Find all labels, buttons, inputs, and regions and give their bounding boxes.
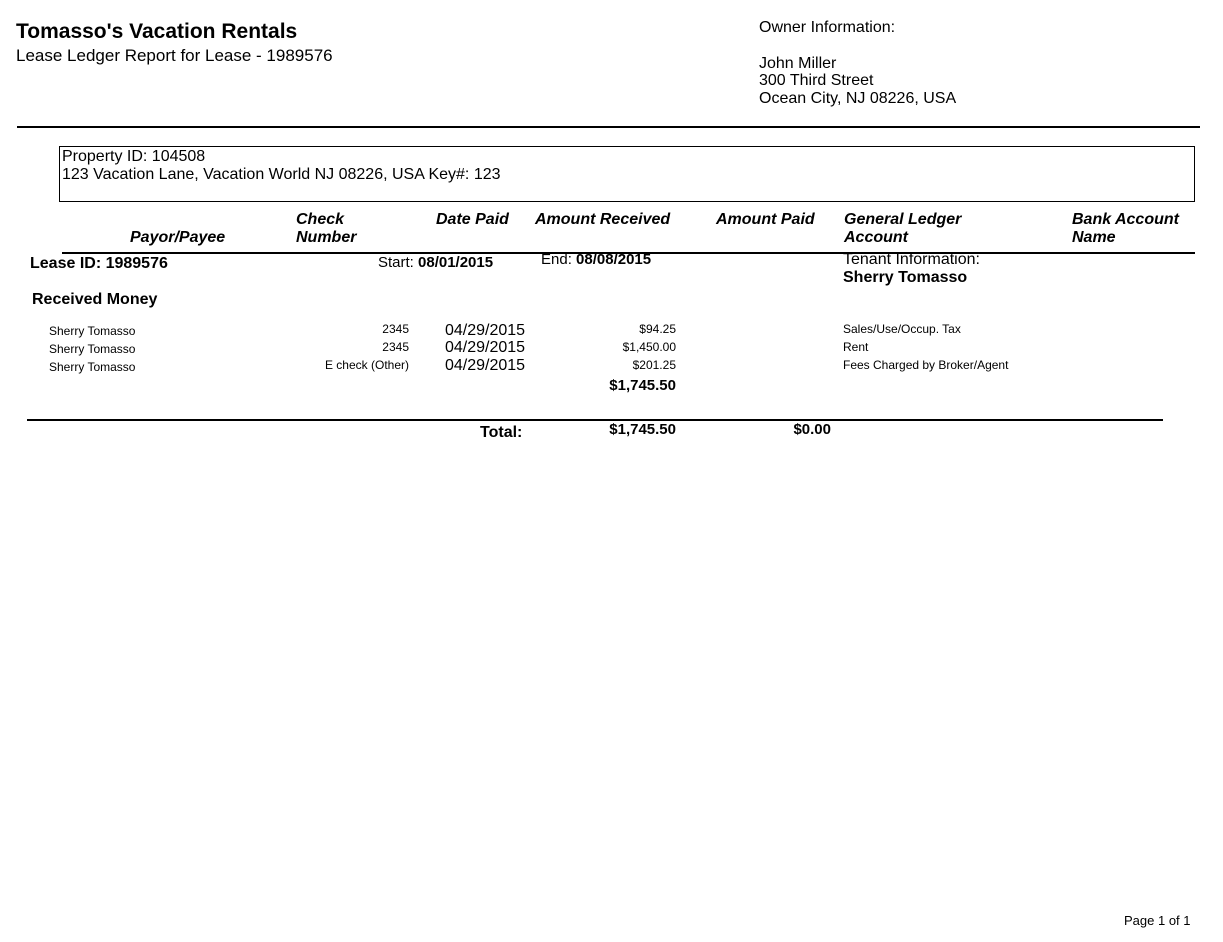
header-divider xyxy=(17,126,1200,128)
row-date-paid: 04/29/2015 xyxy=(445,339,526,356)
row-amount-received: $94.25 xyxy=(639,322,676,336)
total-label: Total: xyxy=(480,424,523,441)
col-payor-payee: Payor/Payee xyxy=(130,229,226,246)
lease-start-label: Start: xyxy=(378,254,419,271)
lease-end-date: 08/08/2015 xyxy=(576,251,652,268)
lease-end xyxy=(541,251,651,268)
row-gl-account: Fees Charged by Broker/Agent xyxy=(843,358,1009,372)
row-payor: Sherry Tomasso xyxy=(49,342,136,356)
row-gl-account: Sales/Use/Occup. Tax xyxy=(843,322,961,336)
row-date-paid: 04/29/2015 xyxy=(445,357,526,374)
row-gl-account: Rent xyxy=(843,340,869,354)
row-amount-received: $1,450.00 xyxy=(622,340,676,354)
total-amount-paid: $0.00 xyxy=(793,421,831,438)
property-address: 123 Vacation Lane, Vacation World NJ 08226, USA Key#: 123 xyxy=(62,166,501,183)
lease-start xyxy=(378,254,493,271)
row-check-number: 2345 xyxy=(382,322,409,336)
received-money-heading: Received Money xyxy=(32,291,158,308)
owner-info-label: Owner Information: xyxy=(759,19,896,36)
report-title: Lease Ledger Report for Lease - 1989576 xyxy=(16,46,333,65)
company-name: Tomasso's Vacation Rentals xyxy=(16,20,298,43)
col-bank-account-2: Name xyxy=(1072,229,1116,246)
row-check-number: E check (Other) xyxy=(324,358,409,372)
row-amount-received: $201.25 xyxy=(632,358,676,372)
col-amount-paid: Amount Paid xyxy=(716,211,815,228)
received-subtotal: $1,745.50 xyxy=(609,377,676,394)
property-id: Property ID: 104508 xyxy=(62,148,206,165)
lease-id: Lease ID: 1989576 xyxy=(30,255,168,272)
owner-city: Ocean City, NJ 08226, USA xyxy=(759,90,957,107)
tenant-info-label: Tenant Information: xyxy=(843,251,980,268)
tenant-name: Sherry Tomasso xyxy=(843,269,968,286)
owner-name: John Miller xyxy=(759,55,837,72)
total-amount-received: $1,745.50 xyxy=(609,421,676,438)
col-gl-account-2: Account xyxy=(844,229,908,246)
owner-street: 300 Third Street xyxy=(759,72,874,89)
col-check-number-1: Check xyxy=(296,211,345,228)
col-amount-received: Amount Received xyxy=(535,211,671,228)
row-check-number: 2345 xyxy=(382,340,409,354)
row-payor: Sherry Tomasso xyxy=(49,360,136,374)
lease-start-date: 08/01/2015 xyxy=(418,254,494,271)
col-bank-account-1: Bank Account xyxy=(1072,211,1179,228)
lease-end-label: End: xyxy=(541,251,577,268)
row-payor: Sherry Tomasso xyxy=(49,324,136,338)
page-number: Page 1 of 1 xyxy=(1124,913,1191,928)
col-date-paid: Date Paid xyxy=(436,211,509,228)
row-date-paid: 04/29/2015 xyxy=(445,322,526,339)
col-check-number-2: Number xyxy=(296,229,357,246)
col-gl-account-1: General Ledger xyxy=(844,211,962,228)
property-box xyxy=(59,146,1195,202)
